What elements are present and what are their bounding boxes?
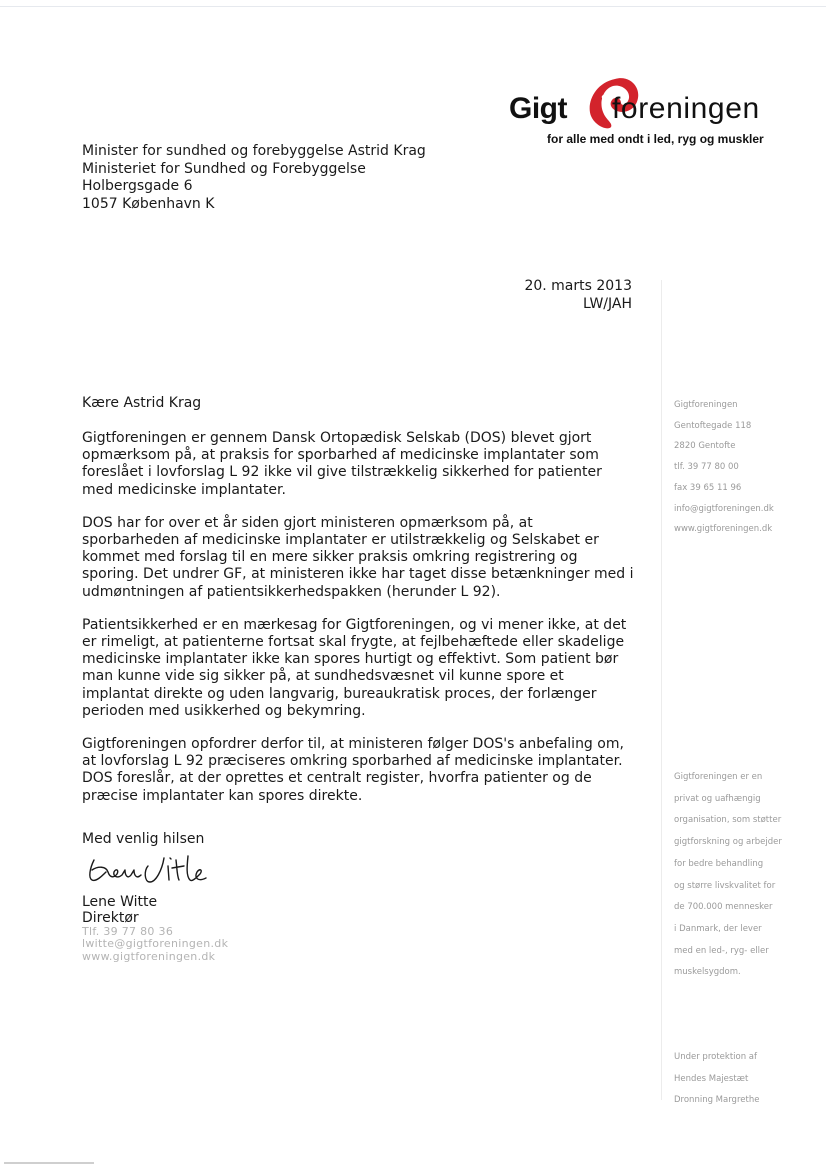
sidebar-patron-line: Hendes Majestæt — [674, 1073, 749, 1084]
sidebar-about-line: muskelsygdom. — [674, 967, 741, 978]
logo-tagline: for alle med ondt i led, ryg og muskler — [547, 132, 764, 146]
recipient-line: Minister for sundhed og forebyggelse Astrid Krag — [82, 143, 426, 159]
signer-email[interactable]: lwitte@gigtforeningen.dk — [82, 937, 229, 951]
sidebar-web[interactable]: www.gigtforeningen.dk — [674, 524, 773, 535]
gigtforeningen-logo — [509, 76, 785, 146]
recipient-line: Holbergsgade 6 — [82, 178, 193, 194]
recipient-address — [82, 143, 426, 213]
sidebar-patron-line: Dronning Margrethe — [674, 1095, 760, 1105]
signer-title: Direktør — [82, 910, 139, 926]
sidebar-about-line: privat og uafhængig — [674, 793, 761, 804]
body-paragraph: Patientsikkerhed er en mærkesag for Gigtforeningen, og vi mener ikke, at det er rimeligt, at patienterne fortsat skal frygte, at fejlbehæftede eller skadelige medicinske implantater ikke kan spores hurtigt og effektivt. Som patient bør man kunne vide sig sikker på, at sundhedsvæsnet vil kunne spore et implantat direkte og uden langvarig, bureaukratisk proces, der forlænger perioden med usikkerhed og bekymring. — [82, 616, 627, 719]
logo-word-foreningen: foreningen — [612, 92, 760, 125]
sidebar-about-line: de 700.000 mennesker — [674, 902, 773, 913]
handwritten-signature — [84, 848, 214, 894]
logo-word-gigt: Gigt — [509, 92, 567, 125]
sidebar-divider — [661, 280, 662, 1100]
signer-web[interactable]: www.gigtforeningen.dk — [82, 949, 216, 963]
recipient-line: Ministeriet for Sundhed og Forebyggelse — [82, 160, 366, 177]
sidebar-patronage — [674, 1047, 759, 1112]
sidebar-about-line: og større livskvalitet for — [674, 880, 776, 891]
sidebar-about-line: for bedre behandling — [674, 858, 764, 869]
date-block — [524, 278, 632, 313]
sidebar-street: Gentoftegade 118 — [674, 420, 752, 431]
signer-name: Lene Witte — [82, 894, 158, 910]
sidebar-fax: fax 39 65 11 96 — [674, 482, 742, 493]
letter-reference: LW/JAH — [582, 295, 632, 312]
sidebar-email[interactable]: info@gigtforeningen.dk — [674, 503, 774, 514]
sidebar-org-name: Gigtforeningen — [674, 400, 738, 410]
sidebar-about-line: organisation, som støtter — [674, 815, 782, 826]
sidebar-about-line: Gigtforeningen er en — [674, 772, 763, 782]
letter-date: 20. marts 2013 — [524, 278, 632, 294]
body-paragraph: Gigtforeningen opfordrer derfor til, at ministeren følger DOS's anbefaling om, at lovforslag L 92 præciseres omkring sporbarhed af medicinske implantater. DOS foreslår, at der oprettes et centralt register, hvorfra patienter og de præcise implantater kan spores direkte. — [82, 736, 624, 804]
signer-contact — [82, 926, 228, 963]
body-paragraph: Gigtforeningen er gennem Dansk Ortopædisk Selskab (DOS) blevet gjort opmærksom på, at praksis for sporbarhed af medicinske implantater som foreslået i lovforslag L 92 ikke vil give tilstrækkelig sikkerhed for patienter med medicinske implantater. — [82, 430, 602, 498]
salutation: Kære Astrid Krag — [82, 395, 202, 411]
sidebar-about-line: med en led-, ryg- eller — [674, 945, 769, 956]
page-top-rule — [0, 6, 826, 7]
sidebar-contact — [674, 395, 774, 540]
sidebar-patron-line: Under protektion af — [674, 1052, 758, 1062]
scan-edge-mark — [4, 1162, 94, 1164]
recipient-line: 1057 København K — [82, 195, 215, 212]
closing: Med venlig hilsen — [82, 831, 205, 847]
sidebar-phone: tlf. 39 77 80 00 — [674, 462, 739, 473]
sidebar-city: 2820 Gentofte — [674, 441, 736, 452]
body-paragraph: DOS har for over et år siden gjort ministeren opmærksom på, at sporbarheden af medicinske implantater er utilstrækkelig og Selskabet er kommet med forslag til en mere sikker praksis omkring registrering og sporing. Det undrer GF, at ministeren ikke har taget disse betænkninger med i udmøntningen af patientsikkerhedspakken (herunder L 92). — [82, 514, 634, 600]
letter-body — [82, 430, 634, 821]
sidebar-about-line: gigtforskning og arbejder — [674, 837, 782, 848]
sidebar-about-line: i Danmark, der lever — [674, 923, 762, 934]
sidebar-about — [674, 767, 782, 984]
signer-block — [82, 894, 157, 926]
signer-phone: Tlf. 39 77 80 36 — [82, 925, 174, 938]
